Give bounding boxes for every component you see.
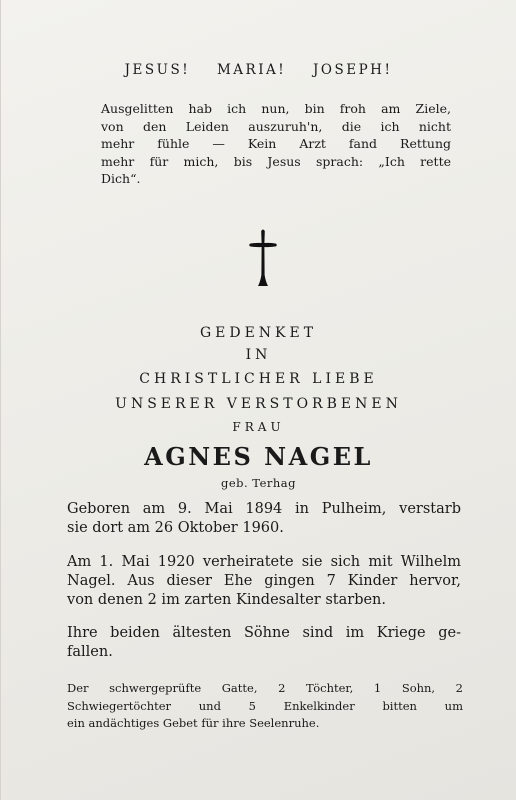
deceased-name: AGNES NAGEL — [144, 442, 373, 471]
bio-marriage — [67, 553, 461, 610]
family-line: Schwiegertöchter und 5 Enkelkinder bitten um — [67, 698, 463, 713]
bio-sons — [67, 624, 461, 662]
poem-line: von den Leiden auszuruh'n, die ich nicht — [101, 118, 451, 134]
bio-line: fallen. — [67, 644, 113, 660]
heading-gedenket: GEDENKET — [199, 325, 318, 341]
heading-christlicher-liebe: CHRISTLICHER LIEBE — [139, 371, 378, 387]
birth-name: geb. Terhag — [220, 476, 297, 490]
poem-verse — [101, 100, 451, 188]
heading-in: IN — [245, 347, 272, 363]
family-line: ein andächtiges Gebet für ihre Seelenruhe. — [67, 716, 320, 730]
poem-line: Dich“. — [101, 171, 141, 186]
bio-line: sie dort am 26 Oktober 1960. — [67, 520, 284, 536]
bio-birth-death — [67, 500, 461, 538]
poem-line: Ausgelitten hab ich nun, bin froh am Ziele, — [101, 101, 451, 116]
poem-line: mehr für mich, bis Jesus sprach: „Ich rette — [101, 153, 451, 169]
family-line: Der schwergeprüfte Gatte, 2 Töchter, 1 Sohn, 2 — [67, 681, 463, 695]
invocation-header: JESUS! MARIA! JOSEPH! — [124, 62, 393, 78]
cross-icon — [247, 228, 279, 288]
heading-frau: FRAU — [232, 420, 285, 434]
heading-unserer-verstorbenen: UNSERER VERSTORBENEN — [115, 396, 402, 412]
bio-line: Geboren am 9. Mai 1894 in Pulheim, verstarb — [67, 501, 461, 517]
bio-line: Nagel. Aus dieser Ehe gingen 7 Kinder hervor, — [67, 573, 461, 589]
bio-line: Ihre beiden ältesten Söhne sind im Kriege ge- — [67, 625, 461, 641]
poem-line: mehr fühle — Kein Arzt fand Rettung — [101, 136, 451, 151]
bio-line: Am 1. Mai 1920 verheiratete sie sich mit Wilhelm — [67, 554, 461, 570]
bio-line: von denen 2 im zarten Kindesalter starben. — [67, 592, 386, 608]
family-prayer-request — [67, 680, 463, 733]
